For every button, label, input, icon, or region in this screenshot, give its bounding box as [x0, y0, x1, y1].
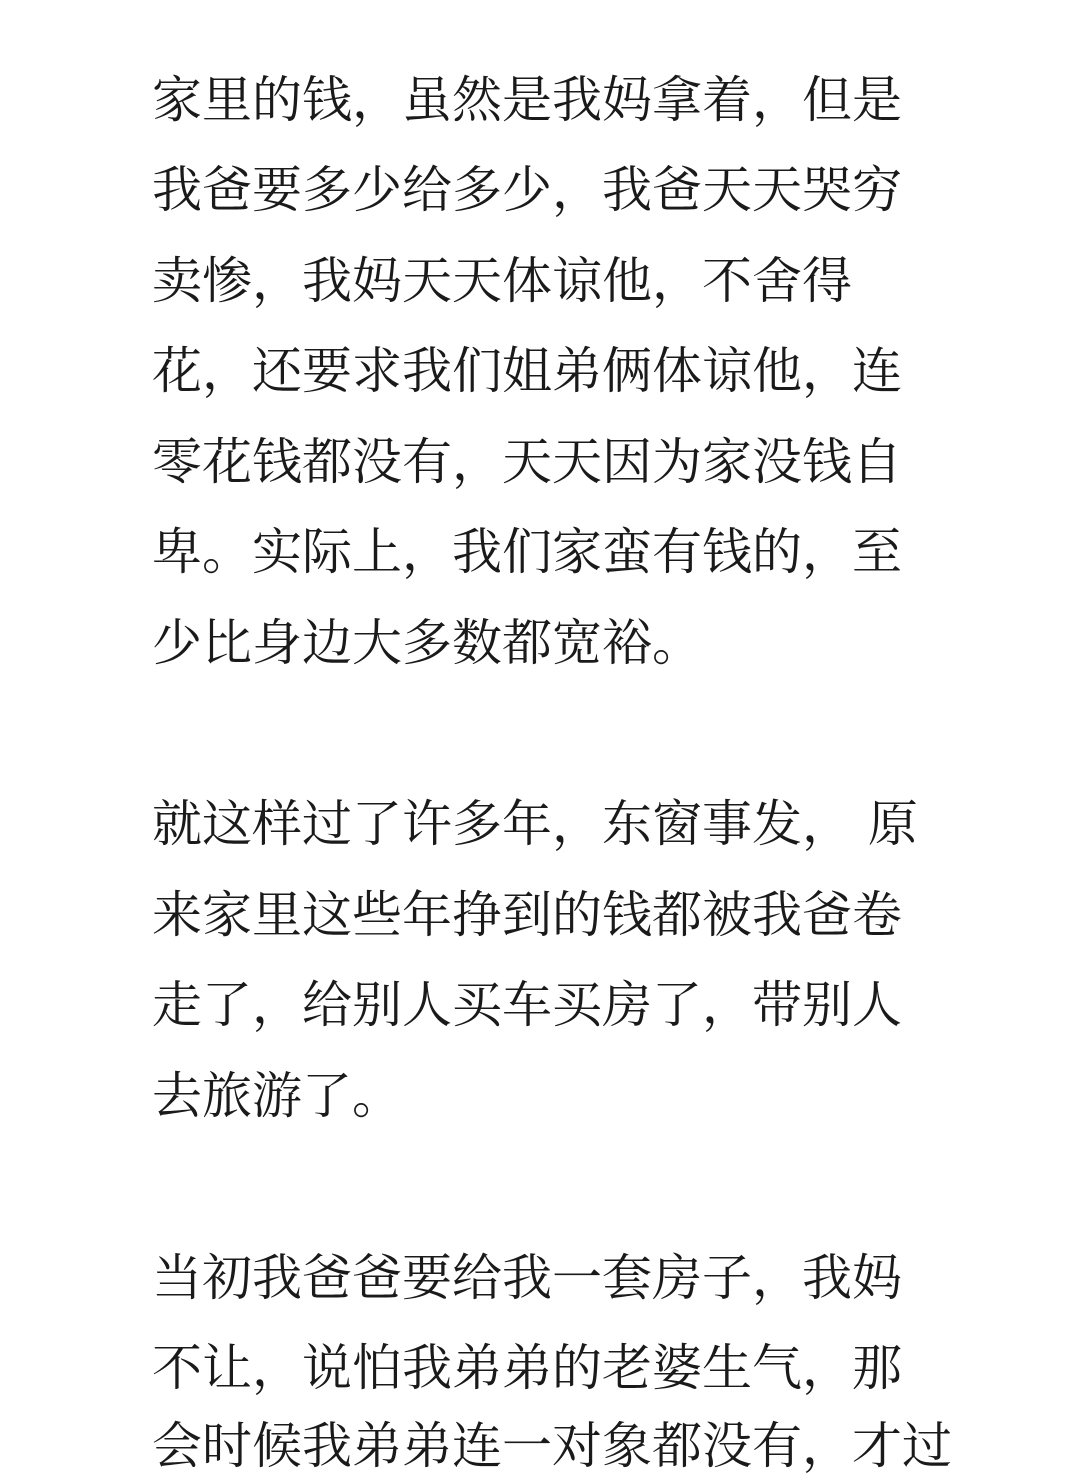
paragraph-3-line-3: 会时候我弟弟连一对象都没有，才过	[152, 1417, 952, 1475]
paragraph-2-line-4: 去旅游了。	[152, 1067, 402, 1125]
paragraph-1-line-2: 我爸要多少给多少，我爸天天哭穷	[152, 161, 902, 219]
paragraph-1-line-4: 花，还要求我们姐弟俩体谅他，连	[152, 342, 902, 400]
paragraph-1-line-3: 卖惨，我妈天天体谅他，不舍得	[152, 252, 852, 310]
paragraph-1-line-1: 家里的钱，虽然是我妈拿着，但是	[152, 71, 902, 129]
paragraph-1-line-5: 零花钱都没有，天天因为家没钱自	[152, 433, 902, 491]
paragraph-2-line-3: 走了，给别人买车买房了，带别人	[152, 976, 902, 1034]
paragraph-2-line-1: 就这样过了许多年，东窗事发， 原	[152, 795, 918, 853]
paragraph-2-line-2: 来家里这些年挣到的钱都被我爸卷	[152, 886, 902, 944]
paragraph-1-line-7: 少比身边大多数都宽裕。	[152, 614, 702, 672]
paragraph-1-line-6: 卑。实际上，我们家蛮有钱的，至	[152, 523, 902, 581]
paragraph-3-line-2: 不让，说怕我弟弟的老婆生气，那	[152, 1339, 902, 1397]
paragraph-3-line-1: 当初我爸爸要给我一套房子，我妈	[152, 1249, 902, 1307]
